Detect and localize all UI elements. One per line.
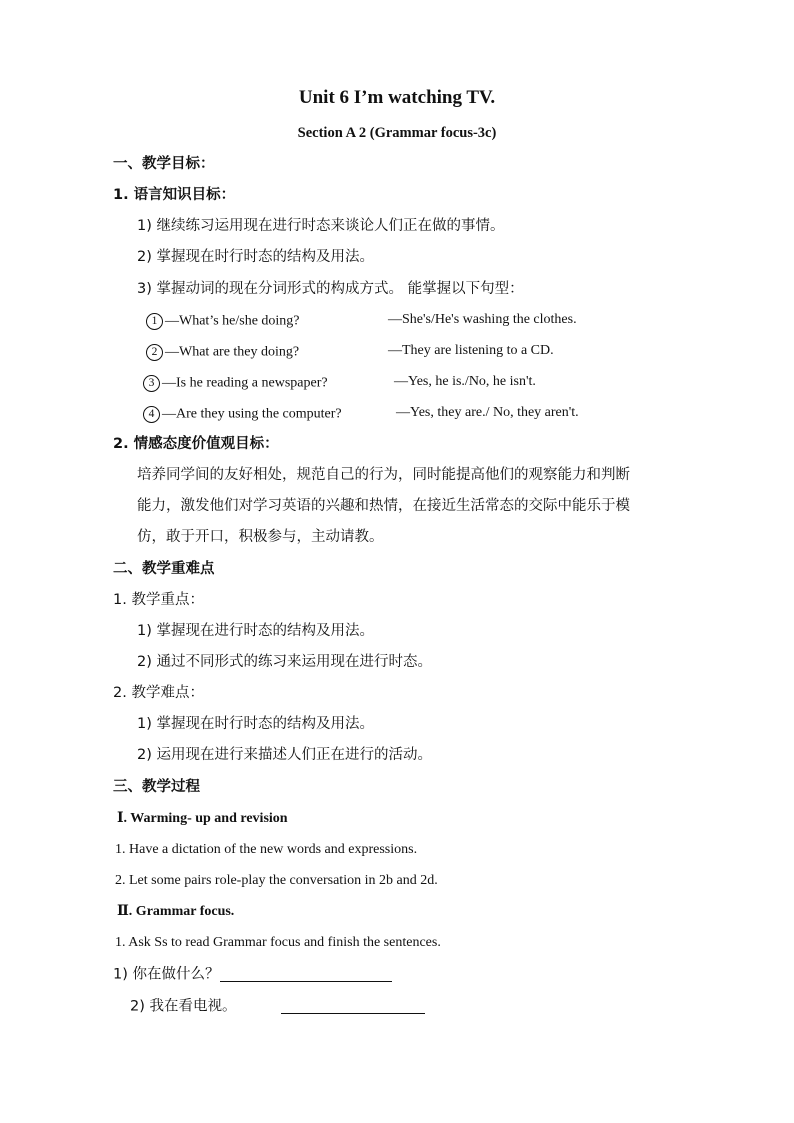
- objective-item: 2) 掌握现在时行时态的结构及用法。: [137, 249, 374, 265]
- key-point-item: 2) 通过不同形式的练习来运用现在进行时态。: [137, 654, 432, 670]
- section-heading-objectives: 一、教学目标：: [113, 156, 215, 172]
- section-heading-process: 三、教学过程: [113, 779, 200, 795]
- sentence-pattern-question: 4 —Are they using the computer?: [143, 406, 342, 423]
- part-heading-grammar-focus: Ⅱ. Grammar focus.: [117, 904, 235, 919]
- doc-title: Unit 6 I’m watching TV.: [298, 87, 496, 108]
- objective-item: 3) 掌握动词的现在分词形式的构成方式。 能掌握以下句型：: [137, 281, 524, 297]
- sentence-pattern-question: 3 —Is he reading a newspaper?: [143, 375, 328, 392]
- procedure-item: 1. Ask Ss to read Grammar focus and finish the sentences.: [115, 935, 441, 950]
- procedure-item: 1. Have a dictation of the new words and expressions.: [115, 842, 418, 857]
- answer-blank[interactable]: [281, 999, 425, 1014]
- circled-number: 2: [146, 344, 163, 361]
- sentence-pattern-answer: —She's/He's washing the clothes.: [388, 312, 577, 327]
- sentence-pattern-answer: —Yes, he is./No, he isn't.: [394, 374, 536, 389]
- subheading-language-knowledge: 1. 语言知识目标：: [113, 187, 236, 203]
- part-heading-warming-up: Ⅰ. Warming- up and revision: [117, 811, 288, 826]
- sentence-pattern-answer: —They are listening to a CD.: [388, 343, 554, 358]
- sentence-pattern-question: 2 —What are they doing?: [146, 344, 299, 361]
- key-point-item: 1) 掌握现在进行时态的结构及用法。: [137, 623, 374, 639]
- circled-number: 3: [143, 375, 160, 392]
- subheading-attitude-values: 2. 情感态度价值观目标：: [113, 436, 279, 452]
- translation-question: 1) 你在做什么？: [113, 967, 392, 982]
- sentence-pattern-answer: —Yes, they are./ No, they aren't.: [396, 405, 579, 420]
- section-heading-key-points: 二、教学重难点: [113, 561, 215, 577]
- procedure-item: 2. Let some pairs role-play the conversation in 2b and 2d.: [115, 873, 438, 888]
- difficulty-item: 2) 运用现在进行来描述人们正在进行的活动。: [137, 747, 432, 763]
- circled-number: 1: [146, 313, 163, 330]
- circled-number: 4: [143, 406, 160, 423]
- translation-question: 2) 我在看电视。: [130, 999, 425, 1014]
- doc-subtitle: Section A 2 (Grammar focus-3c): [297, 125, 497, 141]
- paragraph-line: 培养同学间的友好相处，规范自己的行为，同时能提高他们的观察能力和判断: [137, 467, 630, 483]
- difficulty-item: 1) 掌握现在时行时态的结构及用法。: [137, 716, 374, 732]
- subheading-difficulties: 2. 教学难点：: [113, 685, 204, 701]
- answer-blank[interactable]: [220, 967, 392, 982]
- objective-item: 1) 继续练习运用现在进行时态来谈论人们正在做的事情。: [137, 218, 505, 234]
- paragraph-line: 能力，激发他们对学习英语的兴趣和热情，在接近生活常态的交际中能乐于模: [137, 498, 630, 514]
- paragraph-line: 仿，敢于开口，积极参与，主动请教。: [137, 529, 384, 545]
- subheading-key-focus: 1. 教学重点：: [113, 592, 204, 608]
- sentence-pattern-question: 1 —What’s he/she doing?: [146, 313, 300, 330]
